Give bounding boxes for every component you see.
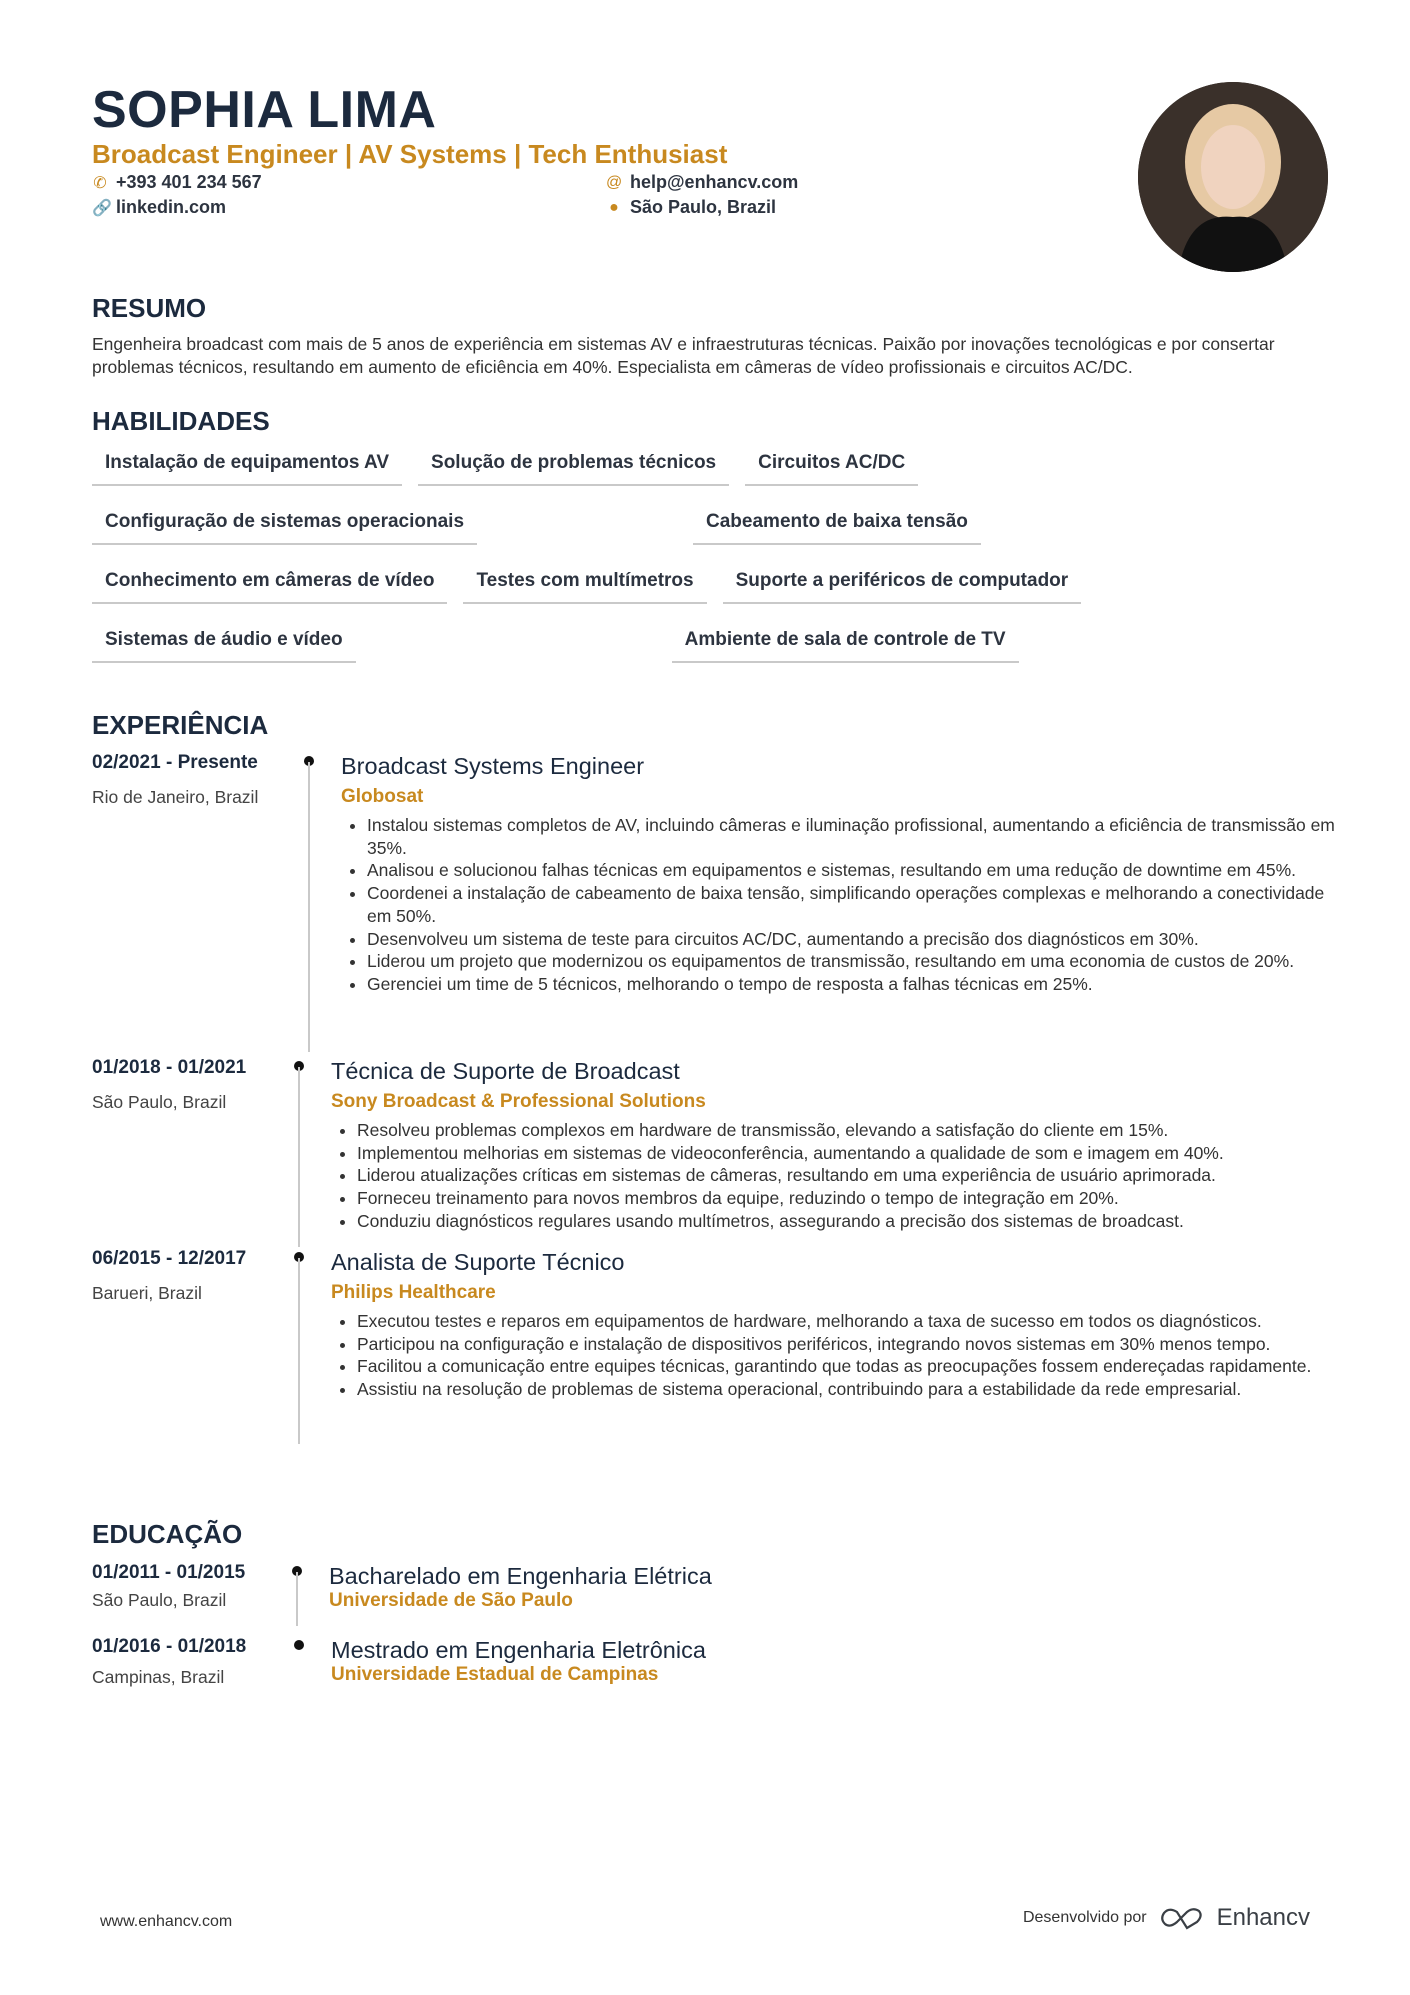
location-pin-icon: ● — [609, 198, 619, 216]
job-title: Técnica de Suporte de Broadcast — [331, 1058, 680, 1084]
job-bullet: • Analisou e solucionou falhas técnicas em equipamentos e sistemas, resultando em uma redução de downtime em 45%. — [367, 859, 1342, 882]
contact-phone — [92, 172, 262, 193]
job-title: Broadcast Systems Engineer — [341, 753, 645, 779]
job-location: São Paulo, Brazil — [92, 1092, 227, 1112]
experience-item — [92, 1248, 1342, 1444]
edu-school: Universidade Estadual de Campinas — [331, 1664, 659, 1685]
enhancv-brand: Enhancv — [1216, 1904, 1310, 1931]
job-bullet: • Gerenciei um time de 5 técnicos, melhorando o tempo de resposta a falhas técnicas em 25%. — [367, 973, 1342, 996]
skill-tag: Circuitos AC/DC — [745, 446, 918, 486]
skills-heading: HABILIDADES — [92, 406, 270, 436]
timeline — [289, 1248, 309, 1444]
skills-list — [92, 446, 1342, 663]
job-bullet: • Desenvolveu um sistema de teste para circuitos AC/DC, aumentando a precisão dos diagnósticos em 30%. — [367, 928, 1342, 951]
powered-by-text: Desenvolvido por — [1022, 1909, 1147, 1926]
skill-tag: Ambiente de sala de controle de TV — [672, 623, 1019, 663]
phone-icon: ✆ — [93, 174, 107, 192]
education-item — [92, 1562, 1342, 1626]
timeline-line — [296, 1572, 298, 1626]
edu-dates: 01/2016 - 01/2018 — [92, 1636, 247, 1657]
skill-tag: Cabeamento de baixa tensão — [693, 505, 981, 545]
job-bullet: • Liderou um projeto que modernizou os equipamentos de transmissão, resultando em uma economia de custos de 20%. — [367, 950, 1342, 973]
experience-item — [92, 1057, 1342, 1247]
job-location: Barueri, Brazil — [92, 1283, 202, 1303]
summary-text: Engenheira broadcast com mais de 5 anos de experiência em sistemas AV e infraestruturas técnicas. Paixão por inovações tecnológicas e por consertar problemas técnicos, resultando em aumento de eficiência em 40%. Especialista em câmeras de vídeo profissionais e circuitos AC/DC. — [92, 334, 1275, 377]
timeline — [299, 752, 319, 1052]
candidate-name: SOPHIA LIMA — [92, 81, 437, 139]
candidate-title: Broadcast Engineer | AV Systems | Tech Enthusiast — [92, 139, 728, 169]
linkedin-link[interactable]: linkedin.com — [116, 197, 227, 217]
job-title: Analista de Suporte Técnico — [331, 1249, 625, 1275]
experience-item — [92, 752, 1342, 1052]
timeline-line — [298, 1067, 300, 1247]
skill-tag: Testes com multímetros — [463, 564, 706, 604]
job-dates: 02/2021 - Presente — [92, 752, 258, 773]
edu-degree: Mestrado em Engenharia Eletrônica — [331, 1637, 706, 1663]
link-icon: 🔗 — [92, 199, 112, 217]
email-link[interactable]: help@enhancv.com — [630, 172, 799, 192]
experience-heading: EXPERIÊNCIA — [92, 710, 269, 740]
job-company: Sony Broadcast & Professional Solutions — [331, 1091, 706, 1112]
skill-tag: Suporte a periféricos de computador — [723, 564, 1082, 604]
edu-location: Campinas, Brazil — [92, 1667, 225, 1687]
profile-photo — [1138, 82, 1328, 272]
contact-linkedin[interactable] — [92, 197, 226, 218]
job-bullet: • Facilitou a comunicação entre equipes técnicas, garantindo que todas as preocupações fossem endereçadas rapidamente. — [357, 1355, 1342, 1378]
job-company: Globosat — [341, 786, 424, 807]
job-bullet: • Forneceu treinamento para novos membros da equipe, reduzindo o tempo de integração em 20%. — [357, 1187, 1342, 1210]
summary-heading: RESUMO — [92, 293, 207, 323]
job-bullet: • Conduziu diagnósticos regulares usando multímetros, assegurando a precisão dos sistemas de broadcast. — [357, 1210, 1342, 1233]
job-bullet: • Liderou atualizações críticas em sistemas de câmeras, resultando em uma experiência de usuário aprimorada. — [357, 1164, 1342, 1187]
education-item — [92, 1636, 1342, 1700]
job-bullet: • Participou na configuração e instalação de dispositivos periféricos, integrando novos sistemas em 30% menos tempo. — [357, 1333, 1342, 1356]
skill-tag: Sistemas de áudio e vídeo — [92, 623, 356, 663]
contact-location — [606, 197, 776, 218]
footer-branding — [1023, 1904, 1310, 1932]
contact-email[interactable] — [606, 172, 798, 193]
job-dates: 01/2018 - 01/2021 — [92, 1057, 247, 1078]
education-heading: EDUCAÇÃO — [92, 1519, 243, 1549]
footer-website[interactable]: www.enhancv.com — [100, 1913, 233, 1930]
timeline — [289, 1057, 309, 1247]
timeline — [287, 1562, 307, 1626]
skill-tag: Solução de problemas técnicos — [418, 446, 729, 486]
job-bullet: • Implementou melhorias em sistemas de videoconferência, aumentando a qualidade de som e imagem em 40%. — [357, 1142, 1342, 1165]
edu-location: São Paulo, Brazil — [92, 1590, 227, 1610]
edu-degree: Bacharelado em Engenharia Elétrica — [329, 1563, 712, 1589]
skill-tag: Instalação de equipamentos AV — [92, 446, 402, 486]
location-text: São Paulo, Brazil — [630, 197, 777, 217]
edu-school: Universidade de São Paulo — [329, 1590, 573, 1611]
timeline-dot — [294, 1640, 304, 1650]
job-location: Rio de Janeiro, Brazil — [92, 787, 259, 807]
skill-tag: Configuração de sistemas operacionais — [92, 505, 477, 545]
job-bullet: • Assistiu na resolução de problemas de sistema operacional, contribuindo para a estabilidade da rede empresarial. — [357, 1378, 1342, 1401]
job-dates: 06/2015 - 12/2017 — [92, 1248, 247, 1269]
timeline — [289, 1636, 309, 1700]
timeline-line — [308, 762, 310, 1052]
enhancv-logo-icon — [1159, 1906, 1205, 1930]
phone-text: +393 401 234 567 — [116, 172, 262, 192]
edu-dates: 01/2011 - 01/2015 — [92, 1562, 246, 1583]
job-bullet: • Instalou sistemas completos de AV, incluindo câmeras e iluminação profissional, aumentando a eficiência de transmissão em 35%. — [367, 814, 1342, 859]
job-bullet: • Resolveu problemas complexos em hardware de transmissão, elevando a satisfação do cliente em 15%. — [357, 1119, 1342, 1142]
job-bullet: • Executou testes e reparos em equipamentos de hardware, melhorando a taxa de sucesso em todos os diagnósticos. — [357, 1310, 1342, 1333]
at-icon: @ — [606, 173, 623, 191]
timeline-line — [298, 1258, 300, 1444]
job-bullet: • Coordenei a instalação de cabeamento de baixa tensão, simplificando operações complexas e melhorando a conectividade em 50%. — [367, 882, 1342, 927]
job-company: Philips Healthcare — [331, 1282, 496, 1303]
skill-tag: Conhecimento em câmeras de vídeo — [92, 564, 447, 604]
